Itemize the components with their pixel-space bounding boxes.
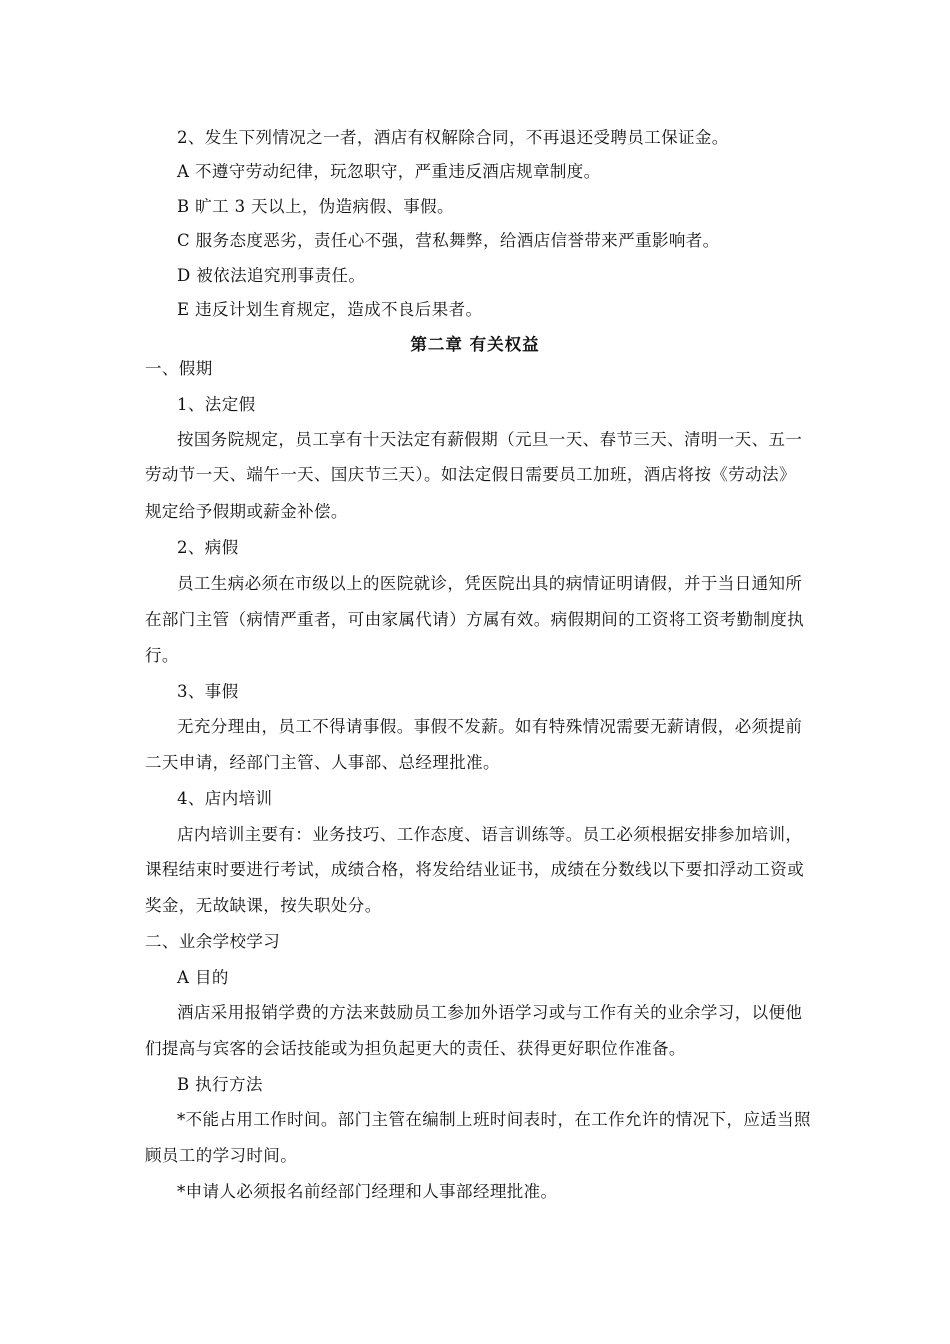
list-item-b: B 旷工 3 天以上，伪造病假、事假。 <box>177 197 454 216</box>
subheading-procedure: B 执行方法 <box>177 1075 263 1094</box>
paragraph-line: 规定给予假期或薪金补偿。 <box>145 502 348 521</box>
subheading-personal-leave: 3、事假 <box>177 682 239 701</box>
paragraph-line: 劳动节一天、端午一天、国庆节三天）。如法定假日需要员工加班，酒店将按《劳动法》 <box>145 465 796 484</box>
paragraph-line: 课程结束时要进行考试，成绩合格，将发给结业证书，成绩在分数线以下要扣浮动工资或 <box>145 860 805 879</box>
list-item-d: D 被依法追究刑事责任。 <box>177 266 366 285</box>
paragraph-line: 二天申请，经部门主管、人事部、总经理批准。 <box>145 753 500 772</box>
paragraph-line: 们提高与宾客的会话技能或为担负起更大的责任、获得更好职位作准备。 <box>145 1039 686 1058</box>
subheading-statutory-leave: 1、法定假 <box>177 395 256 414</box>
paragraph-clause-2: 2、发生下列情况之一者，酒店有权解除合同，不再退还受聘员工保证金。 <box>177 128 729 147</box>
paragraph-line: 无充分理由，员工不得请事假。事假不发薪。如有特殊情况需要无薪请假，必须提前 <box>177 717 803 736</box>
section-heading-vacation: 一、假期 <box>145 359 213 378</box>
list-item-e: E 违反计划生育规定，造成不良后果者。 <box>177 300 483 319</box>
list-item-a: A 不遵守劳动纪律，玩忽职守，严重违反酒店规章制度。 <box>177 162 601 181</box>
paragraph-line: 在部门主管（病情严重者，可由家属代请）方属有效。病假期间的工资将工资考勤制度执 <box>145 610 805 629</box>
subheading-sick-leave: 2、病假 <box>177 538 239 557</box>
paragraph-line: 行。 <box>145 646 179 665</box>
paragraph-line: 顾员工的学习时间。 <box>145 1146 298 1165</box>
paragraph-line: 员工生病必须在市级以上的医院就诊，凭医院出具的病情证明请假，并于当日通知所 <box>177 574 803 593</box>
paragraph-line: 店内培训主要有：业务技巧、工作态度、语言训练等。员工必须根据安排参加培训， <box>177 825 803 844</box>
paragraph-line: *申请人必须报名前经部门经理和人事部经理批准。 <box>177 1182 558 1201</box>
list-item-c: C 服务态度恶劣，责任心不强，营私舞弊，给酒店信誉带来严重影响者。 <box>177 231 720 250</box>
subheading-purpose: A 目的 <box>177 968 229 987</box>
paragraph-line: 酒店采用报销学费的方法来鼓励员工参加外语学习或与工作有关的业余学习，以便他 <box>177 1003 803 1022</box>
section-heading-spare-time-study: 二、业余学校学习 <box>145 932 281 951</box>
paragraph-line: *不能占用工作时间。部门主管在编制上班时间表时，在工作允许的情况下，应适当照 <box>177 1110 811 1129</box>
subheading-in-house-training: 4、店内培训 <box>177 789 273 808</box>
chapter-title: 第二章 有关权益 <box>410 335 540 354</box>
paragraph-line: 奖金，无故缺课，按失职处分。 <box>145 896 382 915</box>
paragraph-line: 按国务院规定，员工享有十天法定有薪假期（元旦一天、春节三天、清明一天、五一 <box>177 430 803 449</box>
